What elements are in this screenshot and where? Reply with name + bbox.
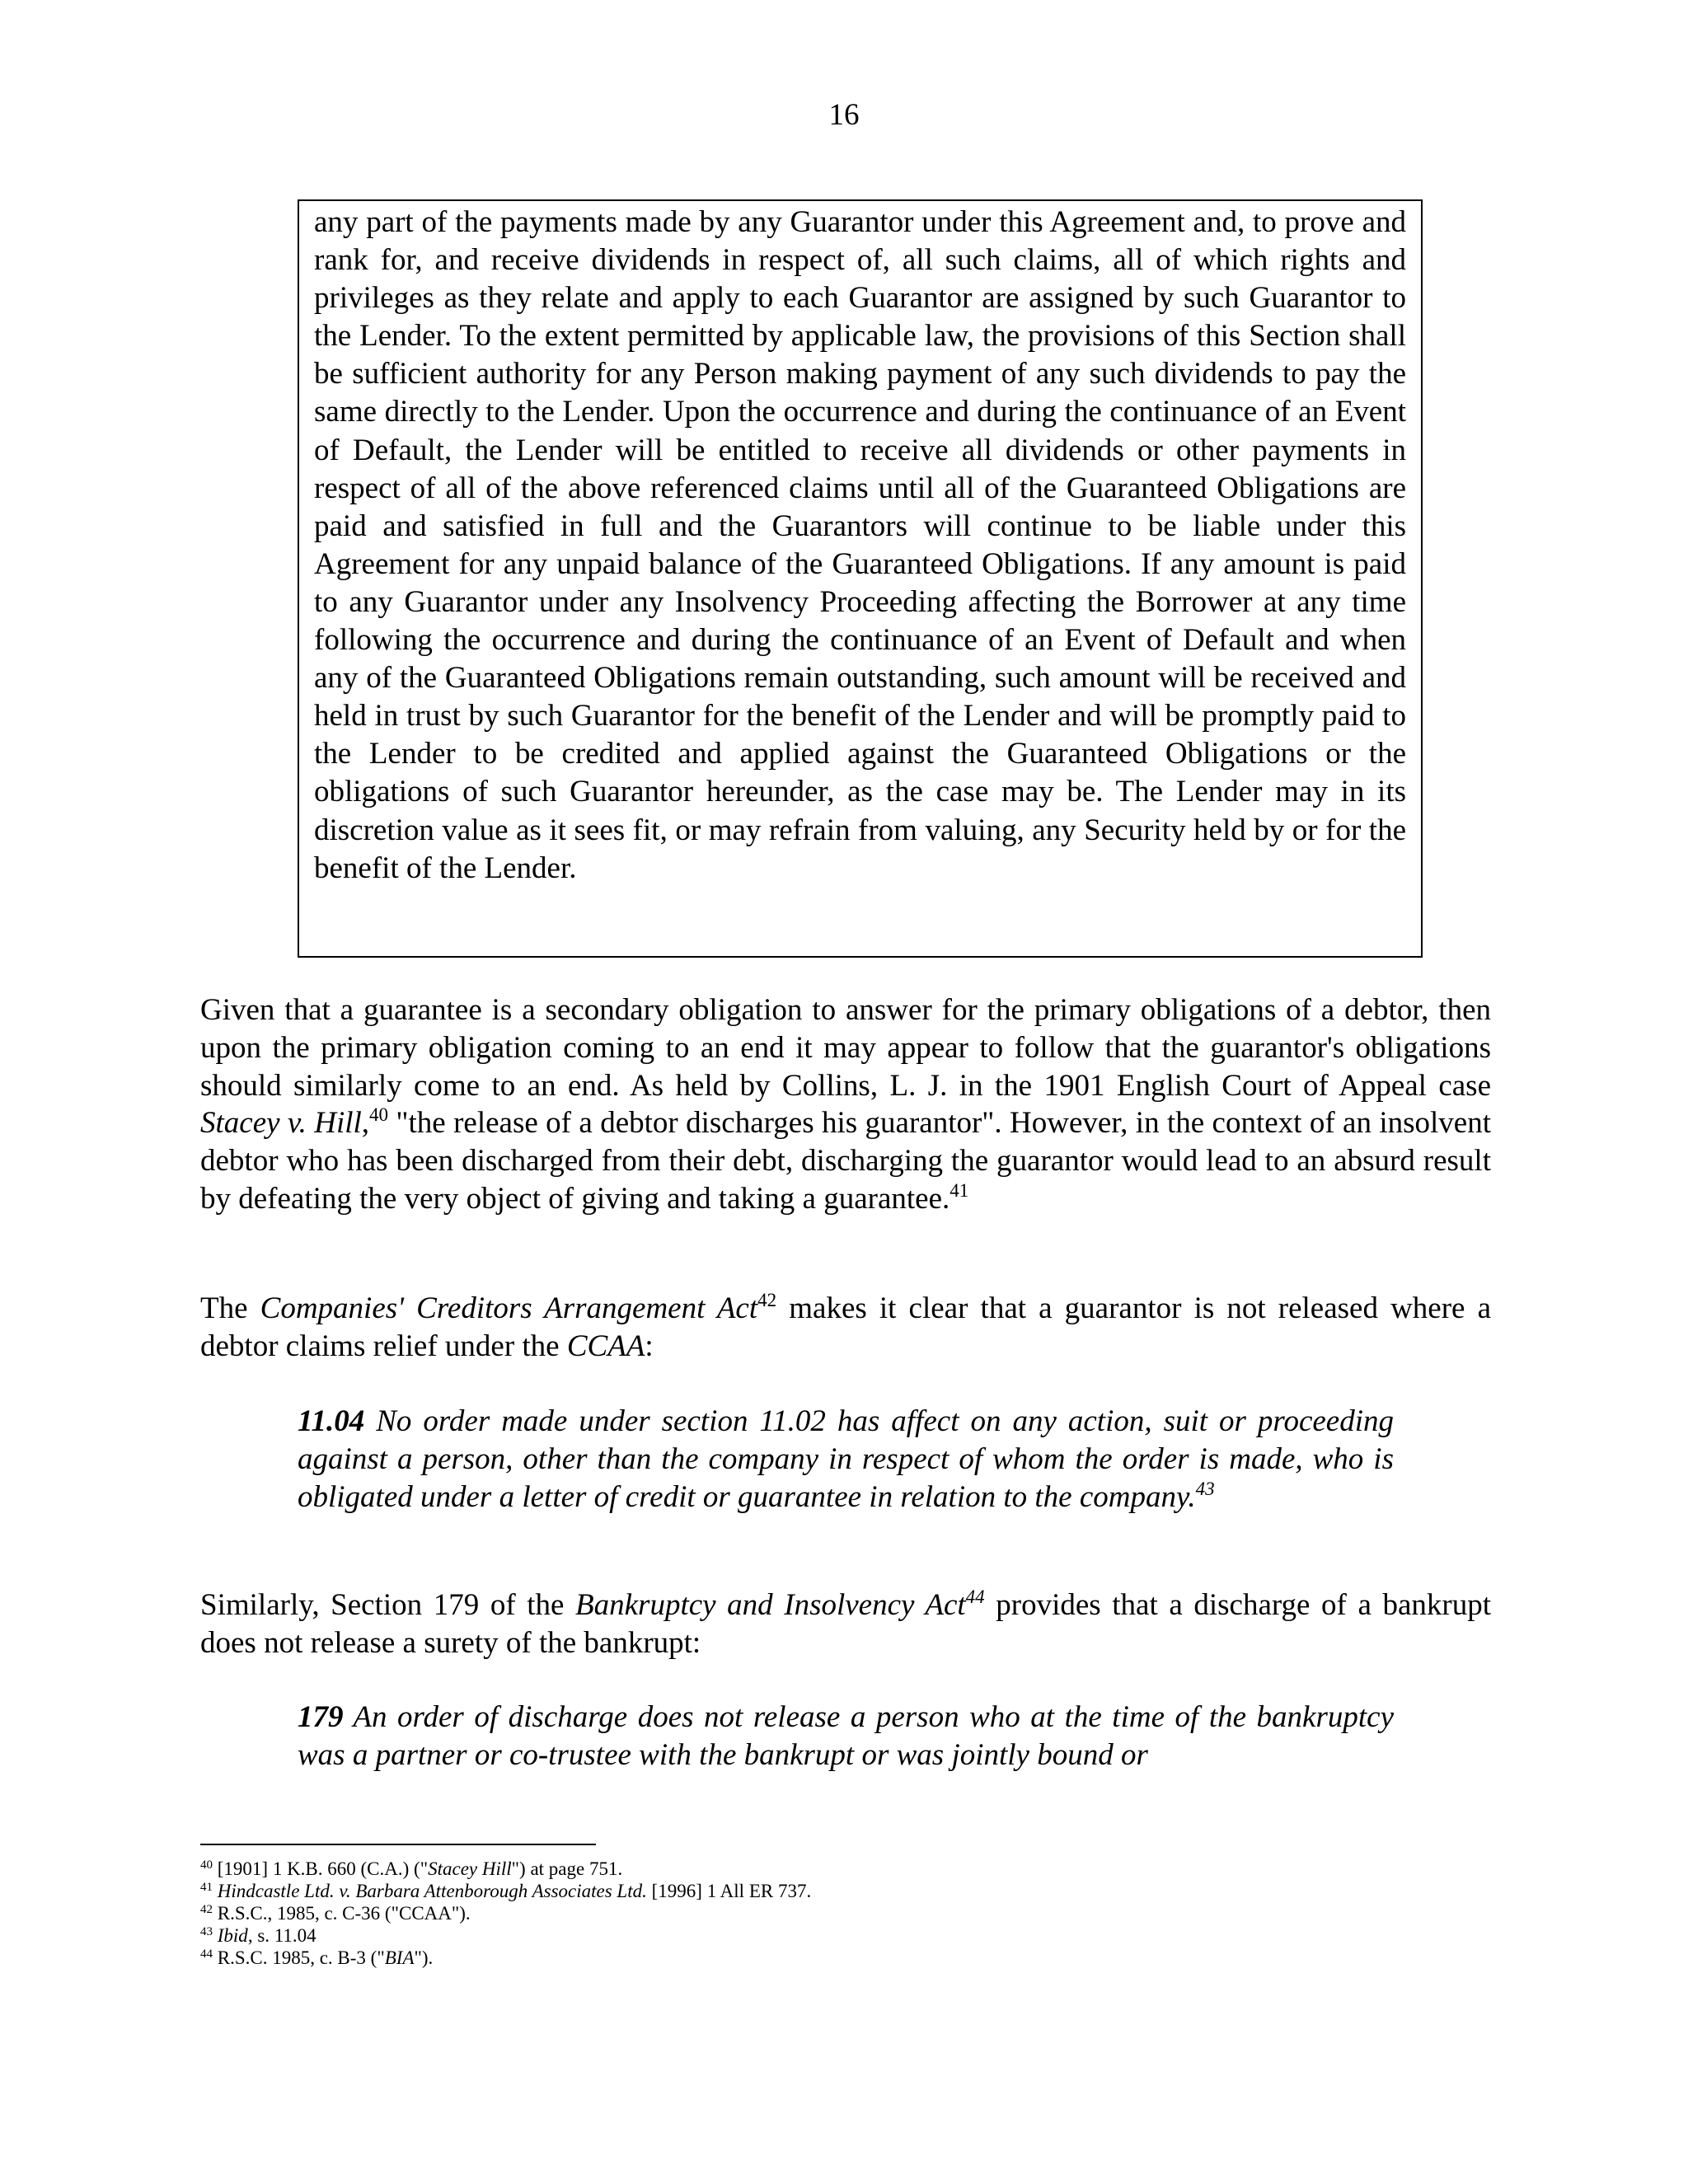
quote-text: An order of discharge does not release a person who at the time of the bankruptcy was a partner or co-trustee with the bankrupt or was jointly bound or	[298, 1700, 1394, 1772]
guarantee-clause-box	[298, 199, 1423, 958]
footnote-number: 43	[200, 1925, 213, 1938]
footnote-text: R.S.C. 1985, c. B-3 ("	[213, 1947, 385, 1968]
page-number: 16	[828, 98, 860, 132]
bia-quote	[298, 1699, 1394, 1774]
paragraph-text: The	[200, 1291, 260, 1325]
section-number: 11.04	[298, 1404, 365, 1438]
paragraph-text: provides that a discharge of a bankrupt does not release a surety of the bankrupt:	[200, 1588, 1491, 1660]
footnote-italic: Stacey Hill	[428, 1858, 512, 1879]
footnote-italic: Hindcastle Ltd. v. Barbara Attenborough Associates Ltd.	[217, 1881, 647, 1901]
footnote-text: [1901] 1 K.B. 660 (C.A.) ("	[213, 1858, 429, 1879]
paragraph-ccaa	[200, 1290, 1491, 1366]
footnote-ref-42[interactable]: 42	[757, 1290, 777, 1310]
quote-text: No order made under section 11.02 has affect on any action, suit or proceeding against a person, other than the company in respect of whom the order is made, who is obligated under a letter of credit or guarantee in relation to the company.	[298, 1404, 1394, 1514]
footnote-41	[200, 1880, 1491, 1902]
paragraph-text: makes it clear that a guarantor is not released where a debtor claims relief under the	[200, 1291, 1491, 1363]
footnote-43	[200, 1924, 1491, 1947]
footnote-number: 40	[200, 1858, 213, 1872]
footnote-italic: Ibid	[217, 1925, 248, 1946]
footnote-text: ").	[414, 1947, 434, 1968]
footnote-number: 41	[200, 1881, 213, 1894]
footnote-text: , s. 11.04	[247, 1925, 316, 1946]
paragraph-text: ,	[361, 1106, 370, 1141]
footnote-42	[200, 1902, 1491, 1924]
footnote-text: R.S.C., 1985, c. C-36 ("CCAA").	[213, 1903, 471, 1924]
footnote-number: 44	[200, 1947, 213, 1961]
paragraph-text: :	[645, 1329, 654, 1363]
footnote-44	[200, 1947, 1491, 1969]
footnote-italic: BIA	[384, 1947, 415, 1968]
paragraph-text: Similarly, Section 179 of the	[200, 1588, 576, 1622]
footnote-ref-43[interactable]: 43	[1195, 1478, 1215, 1499]
ccaa-quote	[298, 1403, 1394, 1516]
paragraph-bia	[200, 1586, 1491, 1662]
footnote-40	[200, 1858, 1491, 1880]
paragraph-text: Given that a guarantee is a secondary obligation to answer for the primary obligations of a debtor, then upon the primary obligation coming to an end it may appear to follow that the guarantor's obligations should similarly come to an end. As held by Collins, L. J. in the 1901 English Court of Appeal case	[200, 993, 1491, 1103]
guarantee-clause-text: any part of the payments made by any Guarantor under this Agreement and, to prove and rank for, and receive dividends in respect of, all such claims, all of which rights and privileges as they relate and apply to each Guarantor are assigned by such Guarantor to the Lender. To the extent permitted by applicable law, the provisions of this Section shall be sufficient authority for any Person making payment of any such dividends to pay the same directly to the Lender. Upon the occurrence and during the continuance of an Event of Default, the Lender will be entitled to receive all dividends or other payments in respect of all of the above referenced claims until all of the Guaranteed Obligations are paid and satisfied in full and the Guarantors will continue to be liable under this Agreement for any unpaid balance of the Guaranteed Obligations. If any amount is paid to any Guarantor under any Insolvency Proceeding affecting the Borrower at any time following the occurrence and during the continuance of an Event of Default and when any of the Guaranteed Obligations remain outstanding, such amount will be received and held in trust by such Guarantor for the benefit of the Lender and will be promptly paid to the Lender to be credited and applied against the Guaranteed Obligations or the obligations of such Guarantor hereunder, as the case may be. The Lender may in its discretion value as it sees fit, or may refrain from valuing, any Security held by or for the benefit of the Lender.	[314, 205, 1406, 885]
act-title: Companies' Creditors Arrangement Act	[260, 1291, 758, 1325]
footnote-number: 42	[200, 1903, 213, 1916]
footnote-ref-44[interactable]: 44	[965, 1586, 985, 1607]
footnote-ref-40[interactable]: 40	[369, 1104, 389, 1126]
footnote-ref-41[interactable]: 41	[950, 1179, 969, 1201]
footnotes	[200, 1858, 1491, 1969]
paragraph-text: "the release of a debtor discharges his guarantor". However, in the context of an insolvent debtor who has been discharged from their debt, discharging the guarantor would lead to an absurd result by defeating the very object of giving and taking a guarantee.	[200, 1106, 1491, 1216]
footnote-text: ") at page 751.	[511, 1858, 623, 1879]
footnote-separator	[200, 1844, 596, 1845]
case-citation: Stacey v. Hill	[200, 1106, 362, 1141]
act-title: Bankruptcy and Insolvency Act	[575, 1588, 966, 1622]
paragraph-guarantee-release	[200, 991, 1491, 1218]
footnote-text: [1996] 1 All ER 737.	[646, 1881, 812, 1901]
act-abbreviation: CCAA	[566, 1329, 645, 1363]
section-number: 179	[298, 1700, 344, 1734]
